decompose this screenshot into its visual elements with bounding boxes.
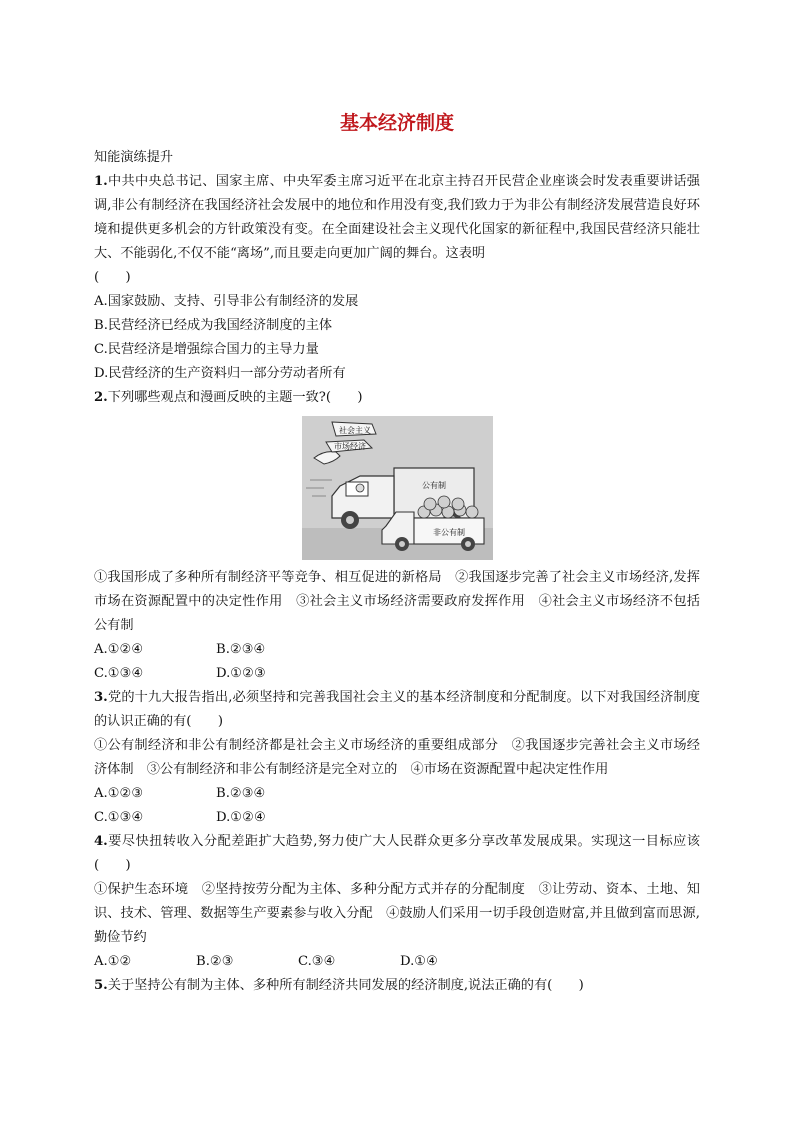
option-c: C.①③④ <box>94 810 144 825</box>
question-stem: 中共中央总书记、国家主席、中央军委主席习近平在北京主持召开民营企业座谈会时发表重要讲话强调,非公有制经济在我国经济社会发展中的地位和作用没有变,我们致力于为非公有制经济发展营造良好环境和提供更多机会的方针政策没有变。在全面建设社会主义现代化国家的新征程中,我国民营经济只能壮大、不能弱化,不仅不能“离场”,而且要走向更加广阔的舞台。这表明 <box>94 174 700 261</box>
option-d: D.民营经济的生产资料归一部分劳动者所有 <box>94 366 346 381</box>
option-b: B.②③④ <box>216 786 266 801</box>
option-c: C.①③④ <box>94 666 144 681</box>
question-statements: ①我国形成了多种所有制经济平等竞争、相互促进的新格局 ②我国逐步完善了社会主义市场经济,发挥市场在资源配置中的决定性作用 ③社会主义市场经济需要政府发挥作用 ④社会主义市场经济不包括公有制 <box>94 570 700 633</box>
option-b: B.民营经济已经成为我国经济制度的主体 <box>94 318 333 333</box>
sign-label-market: 市场经济 <box>333 442 366 451</box>
option-b: B.②③④ <box>216 642 266 657</box>
question-4 <box>94 830 700 878</box>
option-a: A.①②④ <box>94 642 144 657</box>
sign-label-socialism: 社会主义 <box>338 426 371 435</box>
option-d: D.①④ <box>400 954 438 969</box>
question-stem: 党的十九大报告指出,必须坚持和完善我国社会主义的基本经济制度和分配制度。以下对我国经济制度的认识正确的有( ) <box>94 690 700 729</box>
options-row-1 <box>94 782 700 806</box>
option-c: C.③④ <box>298 954 336 969</box>
truck-label-public: 公有制 <box>421 481 446 490</box>
options-row <box>94 950 700 974</box>
option-b: B.②③ <box>196 954 234 969</box>
truck-label-nonpublic: 非公有制 <box>432 528 465 537</box>
option-d: D.①②④ <box>216 810 266 825</box>
signpost-bottom <box>326 440 372 452</box>
question-number: 2. <box>94 390 108 405</box>
document-body <box>94 146 700 998</box>
option-d: D.①②③ <box>216 666 266 681</box>
question-stem: 下列哪些观点和漫画反映的主题一致?( ) <box>107 390 363 405</box>
question-number: 4. <box>94 834 108 849</box>
option-a: A.①② <box>94 954 132 969</box>
question-3 <box>94 686 700 734</box>
options-row-2 <box>94 806 700 830</box>
options-row-2 <box>94 662 700 686</box>
question-number: 5. <box>94 978 108 993</box>
option-a: A.①②③ <box>94 786 144 801</box>
question-number: 1. <box>94 174 108 189</box>
options-row-1 <box>94 638 700 662</box>
option-c: C.民营经济是增强综合国力的主导力量 <box>94 342 319 357</box>
question-stem: 要尽快扭转收入分配差距扩大趋势,努力使广大人民群众更多分享改革发展成果。实现这一目标应该( ) <box>94 834 700 873</box>
section-heading: 知能演练提升 <box>94 150 174 165</box>
option-a: A.国家鼓励、支持、引导非公有制经济的发展 <box>94 294 359 309</box>
document-title: 基本经济制度 <box>339 112 454 134</box>
answer-blank: ( ) <box>94 270 131 285</box>
cartoon-image <box>302 416 493 560</box>
signpost-top <box>332 422 376 436</box>
question-2 <box>94 386 700 410</box>
question-1 <box>94 170 700 290</box>
question-number: 3. <box>94 690 108 705</box>
question-stem: 关于坚持公有制为主体、多种所有制经济共同发展的经济制度,说法正确的有( ) <box>107 978 584 993</box>
question-statements: ①保护生态环境 ②坚持按劳分配为主体、多种分配方式并存的分配制度 ③让劳动、资本、土地、知识、技术、管理、数据等生产要素参与收入分配 ④鼓励人们采用一切手段创造财富,并且做到富而思源,勤俭节约 <box>94 882 700 945</box>
question-5 <box>94 974 700 998</box>
question-statements: ①公有制经济和非公有制经济都是社会主义市场经济的重要组成部分 ②我国逐步完善社会主义市场经济体制 ③公有制经济和非公有制经济是完全对立的 ④市场在资源配置中起决定性作用 <box>94 738 700 777</box>
